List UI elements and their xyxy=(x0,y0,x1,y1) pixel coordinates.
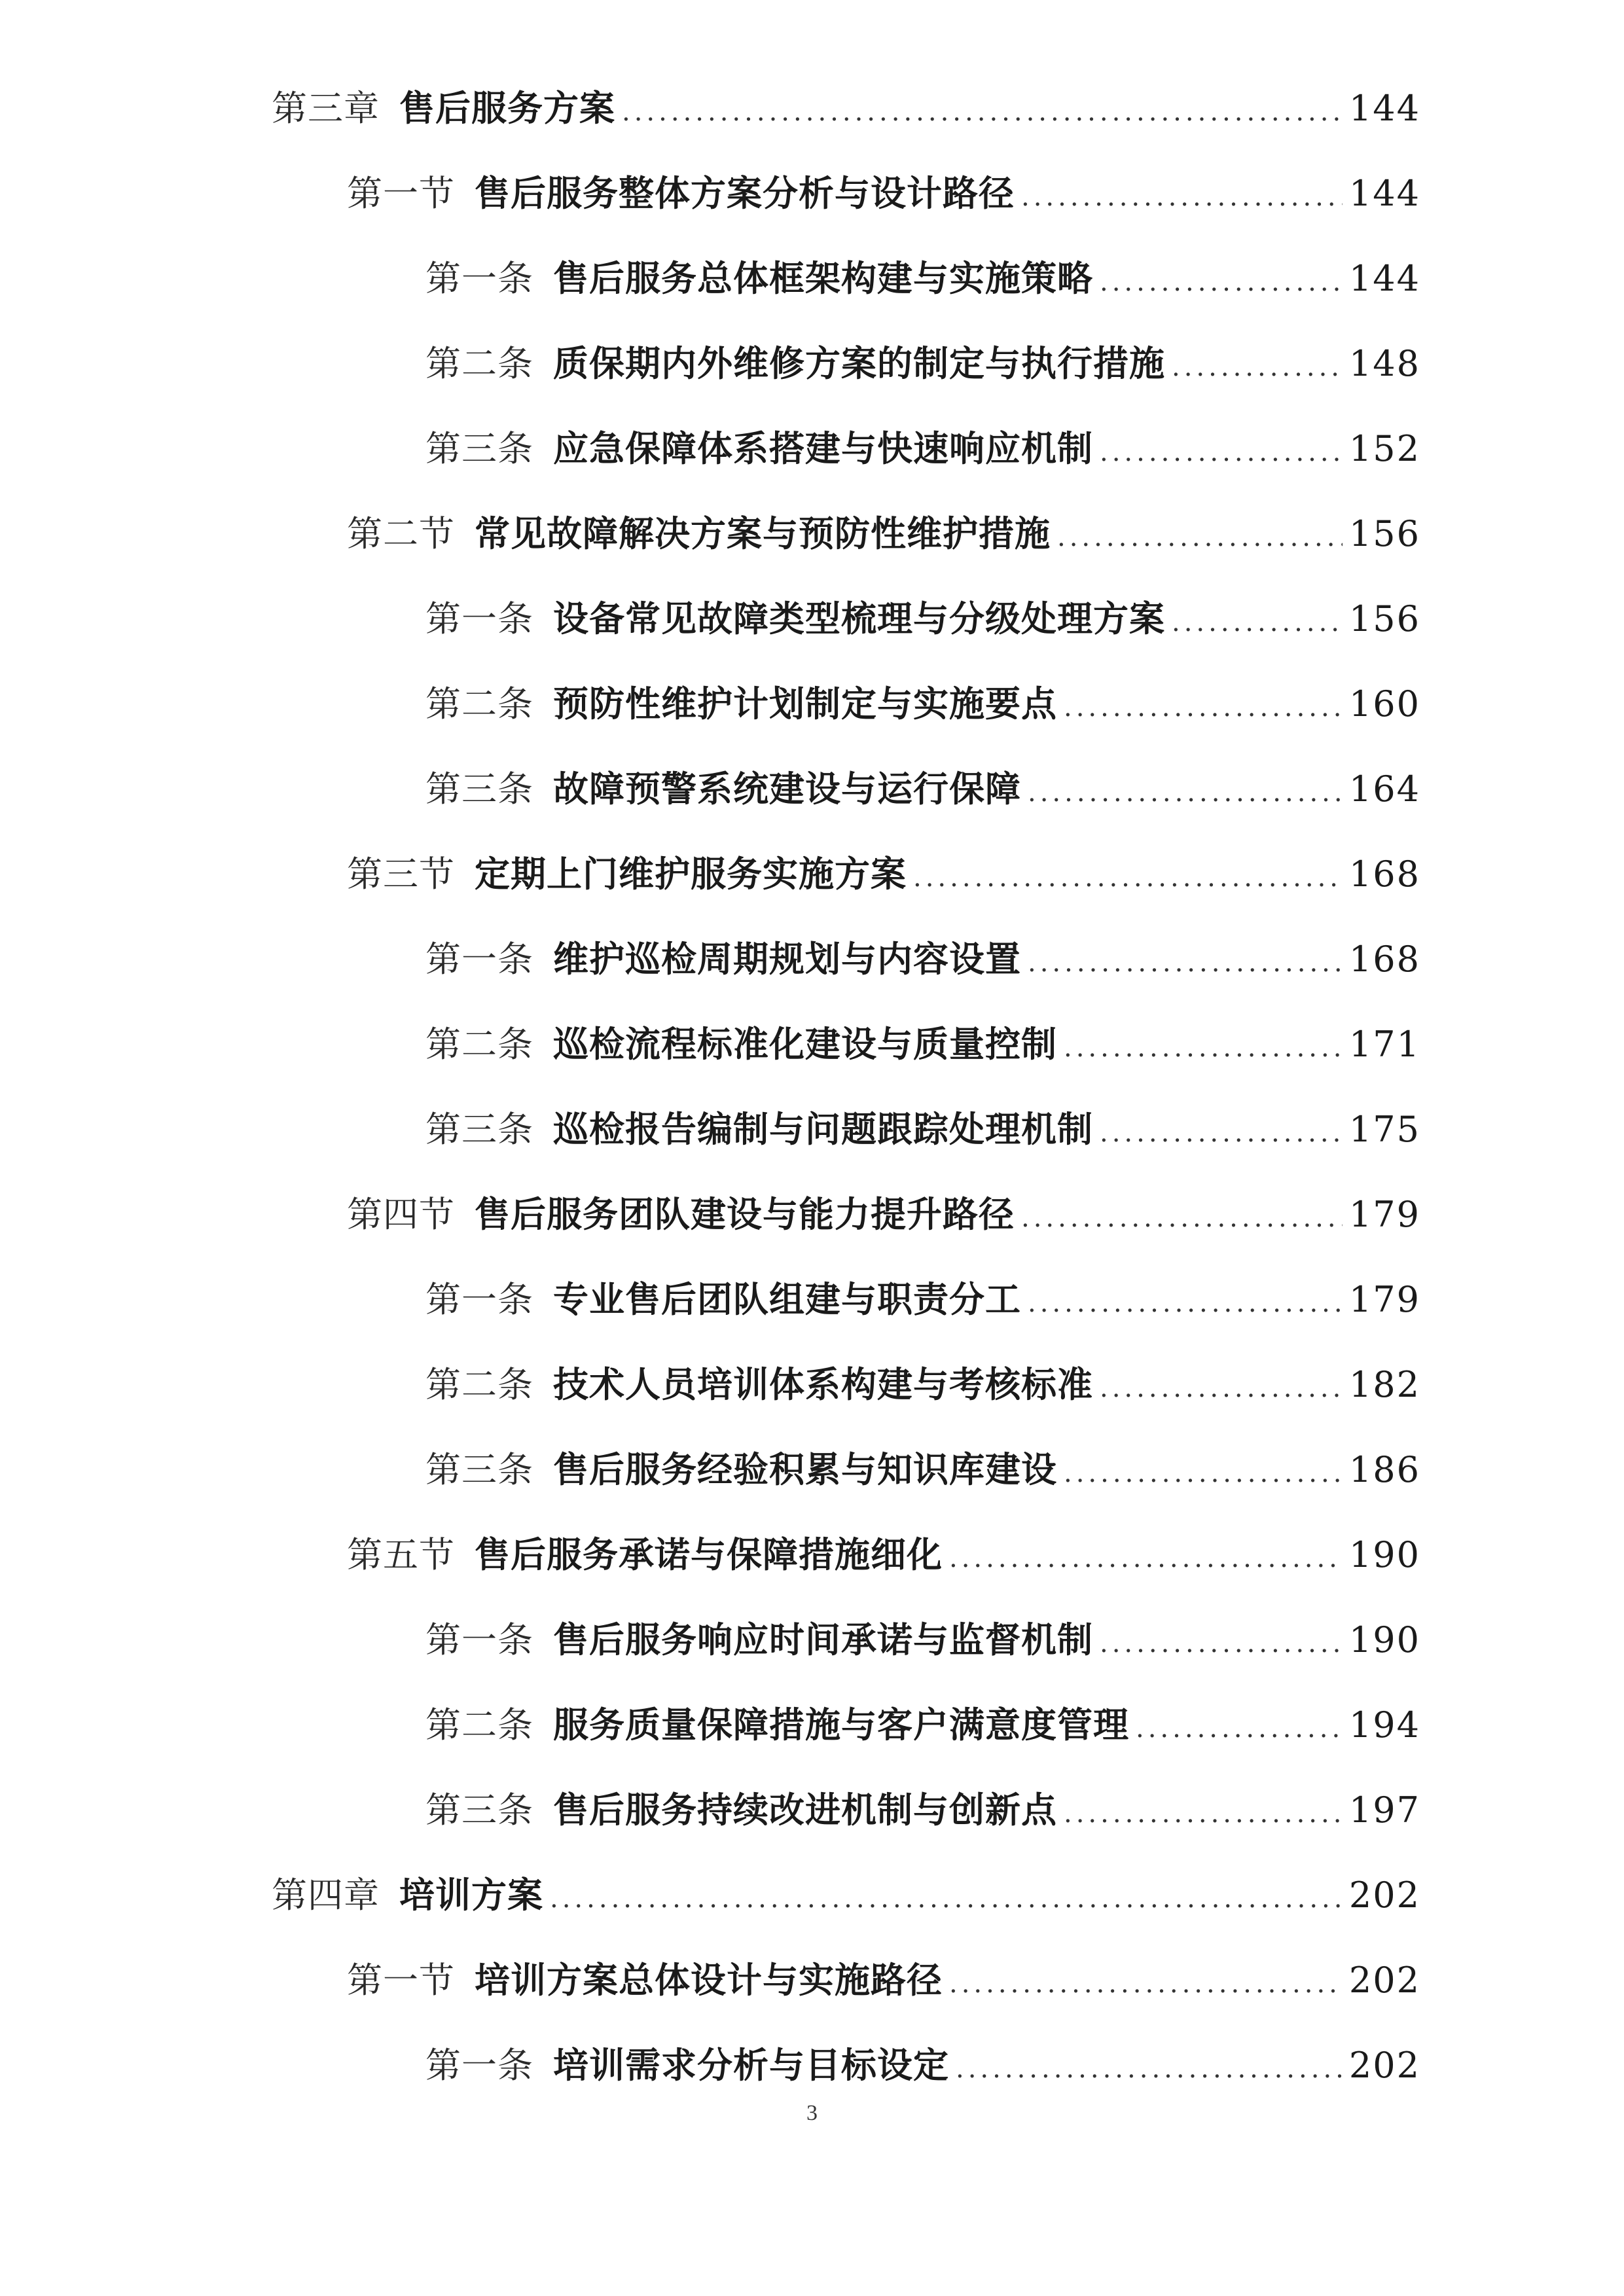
page-footer-number: 3 xyxy=(806,2101,818,2125)
toc-article-entry[interactable] xyxy=(272,583,1420,668)
toc-section-entry[interactable] xyxy=(272,1518,1420,1604)
dot-leader xyxy=(1100,1097,1343,1169)
dot-leader xyxy=(1100,1352,1343,1424)
toc-article-entry[interactable] xyxy=(272,1774,1420,1859)
toc-title: 售后服务方案 xyxy=(399,87,615,129)
toc-title: 巡检流程标准化建设与质量控制 xyxy=(553,1023,1057,1065)
dot-leader xyxy=(1028,757,1343,829)
toc-title: 技术人员培训体系构建与考核标准 xyxy=(553,1363,1093,1405)
toc-article-entry[interactable] xyxy=(272,242,1420,327)
toc-label xyxy=(347,838,907,910)
toc-title: 巡检报告编制与问题跟踪处理机制 xyxy=(553,1108,1093,1150)
toc-page-number: 175 xyxy=(1348,1109,1420,1150)
dot-leader xyxy=(1021,161,1343,233)
toc-section-entry[interactable] xyxy=(272,1178,1420,1263)
toc-page-number: 168 xyxy=(1348,939,1420,980)
toc-number: 第三条 xyxy=(425,1789,533,1831)
dot-leader xyxy=(1172,331,1343,403)
toc-title: 质保期内外维修方案的制定与执行措施 xyxy=(553,342,1165,384)
toc-title: 售后服务承诺与保障措施细化 xyxy=(475,1534,943,1575)
toc-title: 培训需求分析与目标设定 xyxy=(553,2044,949,2086)
toc-number: 第三条 xyxy=(425,428,533,469)
toc-label xyxy=(425,1263,1021,1336)
toc-label xyxy=(425,1008,1057,1081)
toc-number: 第三节 xyxy=(347,853,455,895)
dot-leader xyxy=(1064,1778,1343,1850)
toc-number: 第二条 xyxy=(425,683,533,725)
toc-number: 第三条 xyxy=(425,1109,533,1150)
toc-label xyxy=(425,242,1093,315)
toc-article-entry[interactable] xyxy=(272,327,1420,412)
toc-page-number: 156 xyxy=(1348,598,1420,639)
toc-article-entry[interactable] xyxy=(272,1008,1420,1093)
toc-label xyxy=(425,583,1165,655)
toc-label xyxy=(425,327,1165,400)
dot-leader xyxy=(550,1863,1343,1935)
toc-article-entry[interactable] xyxy=(272,1263,1420,1348)
toc-page-number: 190 xyxy=(1348,1534,1420,1575)
toc-title: 应急保障体系搭建与快速响应机制 xyxy=(553,427,1093,469)
table-of-contents xyxy=(272,72,1420,2114)
toc-page-number: 202 xyxy=(1348,1874,1420,1916)
toc-page-number: 148 xyxy=(1348,343,1420,384)
toc-page-number: 202 xyxy=(1348,2045,1420,2086)
toc-article-entry[interactable] xyxy=(272,1689,1420,1774)
toc-page-number: 168 xyxy=(1348,853,1420,895)
dot-leader xyxy=(1100,246,1343,318)
toc-page-number: 179 xyxy=(1348,1279,1420,1320)
toc-page-number: 144 xyxy=(1348,258,1420,299)
dot-leader xyxy=(1136,1693,1343,1765)
toc-title: 定期上门维护服务实施方案 xyxy=(475,853,907,895)
toc-title: 常见故障解决方案与预防性维护措施 xyxy=(475,512,1051,554)
toc-label xyxy=(272,72,615,145)
toc-page-number: 194 xyxy=(1348,1704,1420,1746)
toc-article-entry[interactable] xyxy=(272,1348,1420,1433)
toc-label xyxy=(425,1433,1057,1506)
toc-title: 预防性维护计划制定与实施要点 xyxy=(553,683,1057,725)
toc-label xyxy=(425,753,1021,825)
toc-title: 设备常见故障类型梳理与分级处理方案 xyxy=(553,598,1165,639)
toc-label xyxy=(347,1518,943,1591)
toc-page-number: 182 xyxy=(1348,1364,1420,1405)
toc-page-number: 197 xyxy=(1348,1789,1420,1831)
toc-page-number: 171 xyxy=(1348,1024,1420,1065)
toc-number: 第二条 xyxy=(425,1024,533,1065)
toc-number: 第三章 xyxy=(272,88,380,129)
toc-page-number: 152 xyxy=(1348,428,1420,469)
toc-label xyxy=(425,2029,949,2102)
toc-title: 培训方案 xyxy=(399,1874,543,1916)
dot-leader xyxy=(956,2033,1343,2105)
toc-title: 售后服务团队建设与能力提升路径 xyxy=(475,1193,1015,1235)
toc-label xyxy=(347,1944,943,2017)
toc-number: 第四节 xyxy=(347,1194,455,1235)
dot-leader xyxy=(949,1948,1343,2020)
toc-label xyxy=(425,1689,1129,1761)
toc-page-number: 190 xyxy=(1348,1619,1420,1660)
toc-article-entry[interactable] xyxy=(272,412,1420,497)
toc-title: 售后服务响应时间承诺与监督机制 xyxy=(553,1619,1093,1660)
toc-label xyxy=(272,1859,543,1931)
toc-page-number: 179 xyxy=(1348,1194,1420,1235)
toc-title: 故障预警系统建设与运行保障 xyxy=(553,768,1021,810)
toc-title: 专业售后团队组建与职责分工 xyxy=(553,1278,1021,1320)
toc-number: 第一条 xyxy=(425,939,533,980)
dot-leader xyxy=(1028,927,1343,999)
toc-number: 第一条 xyxy=(425,598,533,639)
toc-number: 第一条 xyxy=(425,1619,533,1660)
toc-number: 第四章 xyxy=(272,1874,380,1916)
toc-page-number: 144 xyxy=(1348,88,1420,129)
dot-leader xyxy=(1100,1607,1343,1679)
dot-leader xyxy=(1028,1267,1343,1339)
toc-number: 第二节 xyxy=(347,513,455,554)
toc-article-entry[interactable] xyxy=(272,1604,1420,1689)
toc-number: 第一节 xyxy=(347,173,455,214)
dot-leader xyxy=(1064,1012,1343,1084)
toc-title: 售后服务总体框架构建与实施策略 xyxy=(553,257,1093,299)
dot-leader xyxy=(1057,501,1343,573)
toc-chapter-entry[interactable] xyxy=(272,1859,1420,1944)
dot-leader xyxy=(1100,416,1343,488)
toc-number: 第一条 xyxy=(425,2045,533,2086)
toc-number: 第一条 xyxy=(425,1279,533,1320)
toc-page-number: 164 xyxy=(1348,768,1420,810)
dot-leader xyxy=(949,1522,1343,1594)
dot-leader xyxy=(1064,672,1343,744)
dot-leader xyxy=(913,842,1343,914)
toc-label xyxy=(425,923,1021,996)
toc-page-number: 160 xyxy=(1348,683,1420,725)
toc-label xyxy=(347,1178,1015,1251)
toc-label xyxy=(347,157,1015,230)
toc-number: 第二条 xyxy=(425,1364,533,1405)
toc-label xyxy=(425,1093,1093,1166)
toc-number: 第五节 xyxy=(347,1534,455,1575)
toc-number: 第一节 xyxy=(347,1960,455,2001)
toc-label xyxy=(347,497,1051,570)
toc-title: 售后服务整体方案分析与设计路径 xyxy=(475,172,1015,214)
toc-section-entry[interactable] xyxy=(272,838,1420,923)
dot-leader xyxy=(1064,1437,1343,1509)
toc-page-number: 202 xyxy=(1348,1960,1420,2001)
toc-number: 第三条 xyxy=(425,1449,533,1490)
toc-section-entry[interactable] xyxy=(272,157,1420,242)
dot-leader xyxy=(1021,1182,1343,1254)
toc-article-entry[interactable] xyxy=(272,923,1420,1008)
toc-label xyxy=(425,668,1057,740)
toc-number: 第三条 xyxy=(425,768,533,810)
dot-leader xyxy=(622,76,1343,148)
toc-section-entry[interactable] xyxy=(272,497,1420,583)
toc-title: 售后服务持续改进机制与创新点 xyxy=(553,1789,1057,1831)
toc-label xyxy=(425,1604,1093,1676)
toc-label xyxy=(425,1774,1057,1846)
dot-leader xyxy=(1172,586,1343,658)
toc-page-number: 156 xyxy=(1348,513,1420,554)
toc-number: 第二条 xyxy=(425,343,533,384)
toc-number: 第一条 xyxy=(425,258,533,299)
toc-number: 第二条 xyxy=(425,1704,533,1746)
toc-label xyxy=(425,1348,1093,1421)
toc-article-entry[interactable] xyxy=(272,1433,1420,1518)
toc-chapter-entry[interactable] xyxy=(272,72,1420,157)
toc-title: 售后服务经验积累与知识库建设 xyxy=(553,1448,1057,1490)
toc-title: 服务质量保障措施与客户满意度管理 xyxy=(553,1704,1129,1746)
toc-label xyxy=(425,412,1093,485)
toc-article-entry[interactable] xyxy=(272,1093,1420,1178)
toc-page-number: 186 xyxy=(1348,1449,1420,1490)
toc-section-entry[interactable] xyxy=(272,1944,1420,2029)
toc-title: 培训方案总体设计与实施路径 xyxy=(475,1959,943,2001)
toc-article-entry[interactable] xyxy=(272,668,1420,753)
toc-page-number: 144 xyxy=(1348,173,1420,214)
toc-title: 维护巡检周期规划与内容设置 xyxy=(553,938,1021,980)
toc-article-entry[interactable] xyxy=(272,753,1420,838)
